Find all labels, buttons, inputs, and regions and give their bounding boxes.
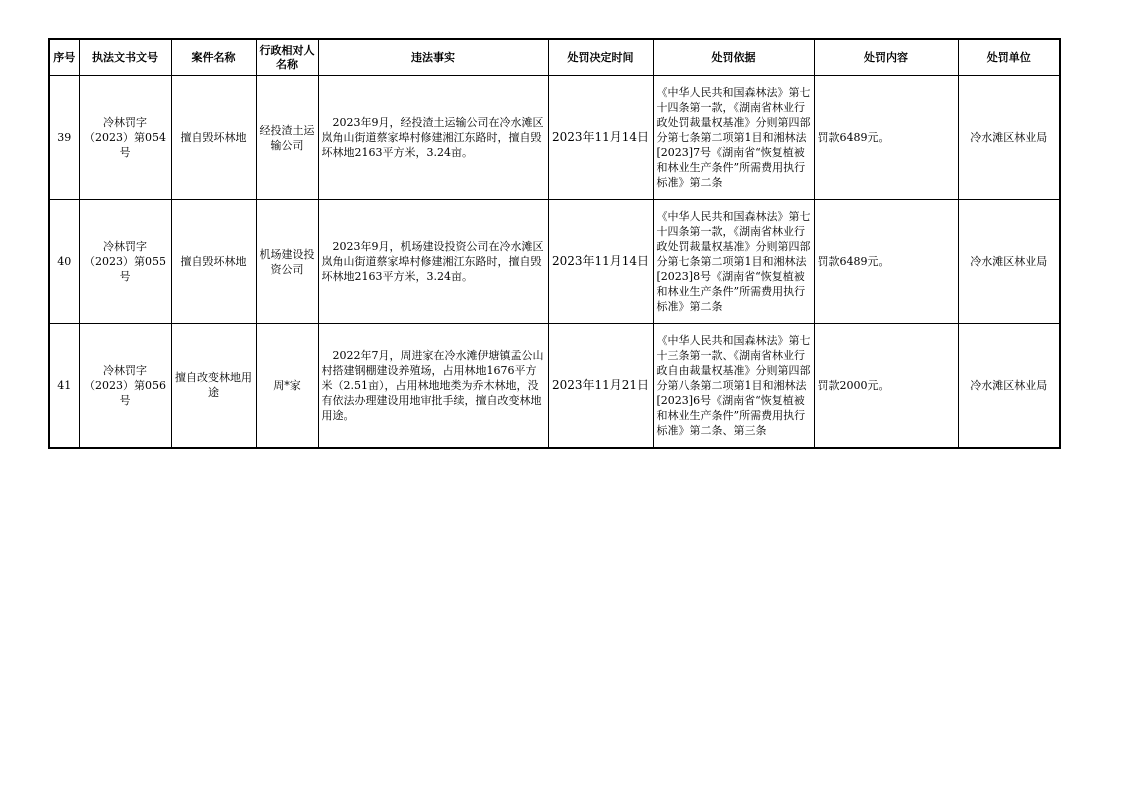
cell-party: 机场建设投资公司	[256, 200, 318, 324]
cell-case-name: 擅自毁坏林地	[171, 76, 256, 200]
cell-seq: 39	[49, 76, 79, 200]
header-unit: 处罚单位	[958, 39, 1060, 76]
table-row	[49, 76, 1060, 200]
cell-case-name: 擅自改变林地用途	[171, 324, 256, 448]
cell-unit: 冷水滩区林业局	[958, 200, 1060, 324]
cell-party: 经投渣土运输公司	[256, 76, 318, 200]
cell-seq: 41	[49, 324, 79, 448]
header-doc-no: 执法文书文号	[79, 39, 171, 76]
cell-facts: 2023年9月，机场建设投资公司在冷水滩区岚角山街道蔡家埠村修建湘江东路时，擅自毁坏林地2163平方米，3.24亩。	[318, 200, 548, 324]
cell-basis: 《中华人民共和国森林法》第七十四条第一款，《湖南省林业行政处罚裁量权基准》分则第四部分第七条第二项第1目和湘林法[2023]7号《湖南省“恢复植被和林业生产条件”所需费用执行标准》第二条	[653, 76, 814, 200]
cell-penalty: 罚款2000元。	[814, 324, 958, 448]
table-header-row	[49, 39, 1060, 76]
cell-date: 2023年11月14日	[548, 76, 653, 200]
cell-unit: 冷水滩区林业局	[958, 76, 1060, 200]
header-basis: 处罚依据	[653, 39, 814, 76]
cell-basis: 《中华人民共和国森林法》第七十四条第一款，《湖南省林业行政处罚裁量权基准》分则第四部分第七条第二项第1目和湘林法[2023]8号《湖南省“恢复植被和林业生产条件”所需费用执行标准》第二条	[653, 200, 814, 324]
header-date: 处罚决定时间	[548, 39, 653, 76]
cell-party: 周*家	[256, 324, 318, 448]
cell-penalty: 罚款6489元。	[814, 76, 958, 200]
cell-date: 2023年11月21日	[548, 324, 653, 448]
cell-date: 2023年11月14日	[548, 200, 653, 324]
cell-case-name: 擅自毁坏林地	[171, 200, 256, 324]
header-facts: 违法事实	[318, 39, 548, 76]
penalty-table	[48, 38, 1061, 449]
cell-doc-no: 冷林罚字（2023）第056号	[79, 324, 171, 448]
header-party: 行政相对人名称	[256, 39, 318, 76]
cell-facts: 2023年9月，经投渣土运输公司在冷水滩区岚角山街道蔡家埠村修建湘江东路时，擅自毁坏林地2163平方米，3.24亩。	[318, 76, 548, 200]
header-case-name: 案件名称	[171, 39, 256, 76]
cell-seq: 40	[49, 200, 79, 324]
cell-penalty: 罚款6489元。	[814, 200, 958, 324]
table-row	[49, 200, 1060, 324]
cell-unit: 冷水滩区林业局	[958, 324, 1060, 448]
cell-facts: 2022年7月，周进家在冷水滩伊塘镇孟公山村搭建钢棚建设养殖场，占用林地1676平方米（2.51亩），占用林地地类为乔木林地，没有依法办理建设用地审批手续，擅自改变林地用途。	[318, 324, 548, 448]
header-seq: 序号	[49, 39, 79, 76]
cell-doc-no: 冷林罚字（2023）第055号	[79, 200, 171, 324]
cell-doc-no: 冷林罚字（2023）第054号	[79, 76, 171, 200]
cell-basis: 《中华人民共和国森林法》第七十三条第一款、《湖南省林业行政自由裁量权基准》分则第四部分第八条第二项第1目和湘林法[2023]6号《湖南省“恢复植被和林业生产条件”所需费用执行标准》第二条、第三条	[653, 324, 814, 448]
table-row	[49, 324, 1060, 448]
header-penalty: 处罚内容	[814, 39, 958, 76]
